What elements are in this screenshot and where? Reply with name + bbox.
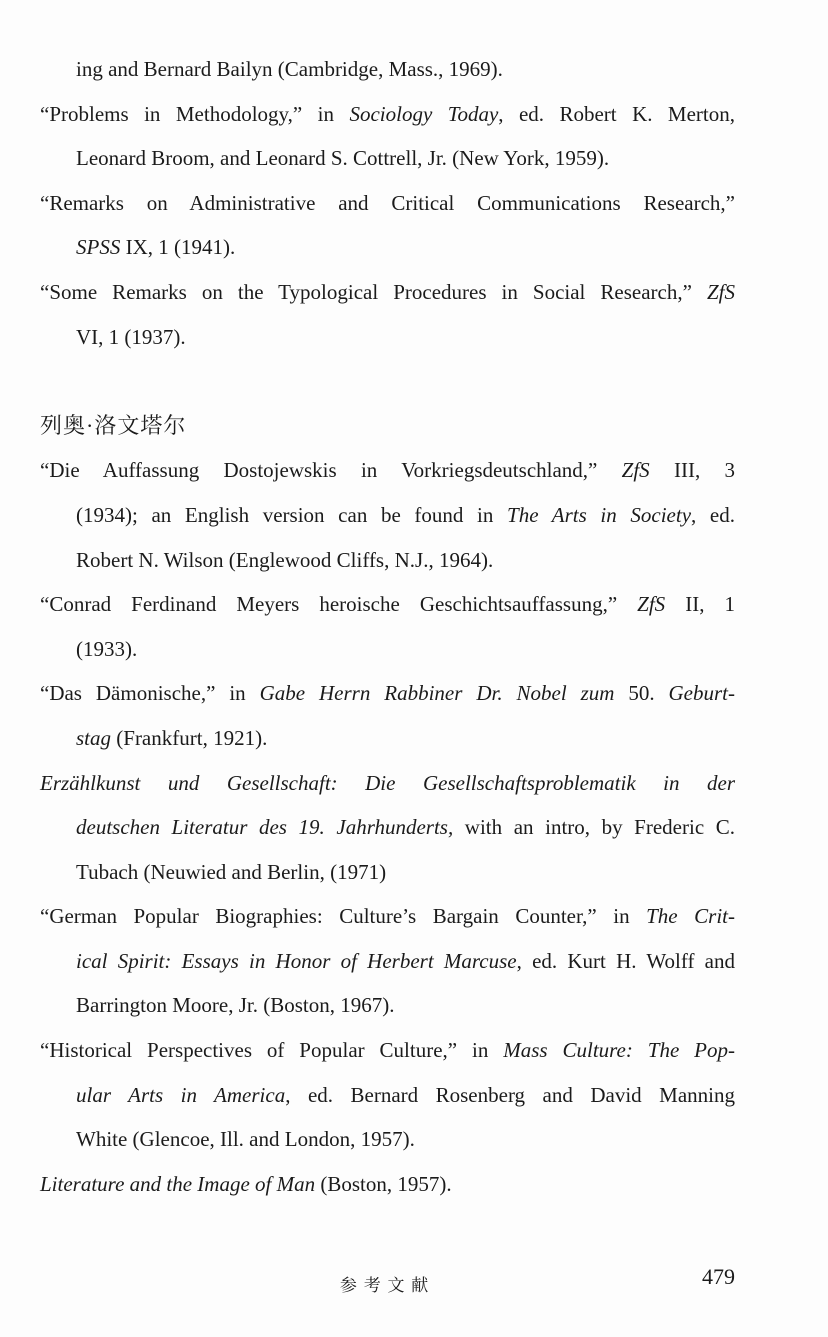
italic-text-run: ular Arts in America xyxy=(76,1082,286,1107)
italic-text-run: Gabe Herrn Rabbiner Dr. Nobel zum xyxy=(259,681,615,706)
text-run: “Remarks on Administrative and Critical Communications Research,” xyxy=(40,190,735,215)
italic-text-run: SPSS xyxy=(76,235,121,260)
entry-line xyxy=(40,805,735,850)
text-run: ing and Bernard Bailyn (Cambridge, Mass., 1969). xyxy=(76,57,503,81)
text-run: IX, 1 (1941). xyxy=(120,235,236,260)
bibliography-entry xyxy=(40,92,735,181)
entry-line xyxy=(40,270,735,315)
entry-line xyxy=(40,136,735,181)
entry-line xyxy=(40,761,735,806)
text-run: “German Popular Biographies: Culture’s Bargain Counter,” in xyxy=(40,904,647,929)
italic-text-run: deutschen Literatur des 19. Jahrhunderts, xyxy=(76,815,454,840)
italic-text-run: ZfS xyxy=(637,592,666,617)
bibliography-entry xyxy=(40,582,735,671)
bibliography-content xyxy=(40,47,735,1206)
section-heading: 列奥·洛文塔尔 xyxy=(40,412,187,438)
text-run: III, 3 xyxy=(649,458,736,483)
text-run: White (Glencoe, Ill. and London, 1957). xyxy=(76,1127,415,1152)
text-run: Leonard Broom, and Leonard S. Cottrell, Jr. (New York, 1959). xyxy=(76,146,610,171)
entry-line xyxy=(40,1028,735,1073)
entry-line xyxy=(40,1117,735,1162)
italic-text-run: Sociology Today xyxy=(349,101,499,126)
entry-line xyxy=(40,627,735,672)
entry-line xyxy=(40,716,735,761)
page-number: 479 xyxy=(702,1264,735,1289)
italic-text-run: ical Spirit: Essays in Honor of Herbert Marcuse xyxy=(76,948,517,973)
text-run: (Boston, 1957). xyxy=(315,1171,452,1196)
entry-line xyxy=(40,850,735,895)
text-run: , ed. xyxy=(691,502,736,527)
footer-section-title: 参考文献 xyxy=(339,1276,436,1295)
italic-text-run: Mass Culture: The Pop- xyxy=(503,1038,735,1063)
bibliography-entry xyxy=(40,1162,735,1207)
entry-line xyxy=(40,538,735,583)
text-run: (Frankfurt, 1921). xyxy=(111,725,268,750)
bibliography-entry xyxy=(40,47,735,92)
bibliography-entry xyxy=(40,448,735,582)
entry-line xyxy=(40,671,735,716)
text-run: 50. xyxy=(614,681,669,706)
bibliography-entry xyxy=(40,181,735,270)
italic-text-run: The Crit- xyxy=(646,904,735,929)
entry-line xyxy=(40,1073,735,1118)
bibliography-entry xyxy=(40,761,735,895)
entry-line xyxy=(40,983,735,1028)
text-run: VI, 1 (1937). xyxy=(76,324,186,349)
italic-text-run: Erzählkunst und Gesellschaft: Die Gesellschaftsproblematik in der xyxy=(40,770,735,795)
text-run: “Historical Perspectives of Popular Culture,” in xyxy=(40,1038,504,1063)
text-run: “Das Dämonische,” in xyxy=(40,681,260,706)
italic-text-run: ZfS xyxy=(621,458,650,483)
text-run: Robert N. Wilson (Englewood Cliffs, N.J., 1964). xyxy=(76,547,494,572)
text-run: with an intro, by Frederic C. xyxy=(453,815,735,840)
text-run: “Conrad Ferdinand Meyers heroische Geschichtsauffassung,” xyxy=(40,592,638,617)
italic-text-run: Geburt- xyxy=(668,681,736,706)
section-gap xyxy=(40,359,735,404)
entry-line xyxy=(40,225,735,270)
entry-line xyxy=(40,448,735,493)
text-run: (1933). xyxy=(76,636,138,661)
text-run: , ed. Bernard Rosenberg and David Manning xyxy=(285,1082,735,1107)
entry-line xyxy=(40,582,735,627)
italic-text-run: stag xyxy=(76,725,112,750)
entry-line xyxy=(40,493,735,538)
text-run: (1934); an English version can be found in xyxy=(76,502,508,527)
bibliography-entry xyxy=(40,1028,735,1162)
text-run: “Problems in Methodology,” in xyxy=(40,101,350,126)
page-footer xyxy=(40,1262,735,1306)
entry-line xyxy=(40,894,735,939)
text-run: Tubach (Neuwied and Berlin, (1971) xyxy=(76,859,387,884)
entry-line xyxy=(40,92,735,137)
entry-line xyxy=(40,315,735,360)
italic-text-run: ZfS xyxy=(706,279,735,304)
text-run: II, 1 xyxy=(665,592,735,617)
italic-text-run: Literature and the Image of Man xyxy=(40,1171,316,1196)
text-run: Barrington Moore, Jr. (Boston, 1967). xyxy=(76,993,395,1018)
entry-line xyxy=(40,1162,735,1207)
italic-text-run: The Arts in Society xyxy=(507,502,692,527)
entry-line xyxy=(40,47,735,92)
entry-line xyxy=(40,939,735,984)
text-run: , ed. Robert K. Merton, xyxy=(498,101,735,126)
text-run: “Die Auffassung Dostojewskis in Vorkriegsdeutschland,” xyxy=(40,458,622,483)
bibliography-entry xyxy=(40,671,735,760)
text-run: , ed. Kurt H. Wolff and xyxy=(516,948,735,973)
entry-line xyxy=(40,181,735,226)
bibliography-entry xyxy=(40,894,735,1028)
bibliography-entry xyxy=(40,270,735,359)
text-run: “Some Remarks on the Typological Procedures in Social Research,” xyxy=(40,279,707,304)
